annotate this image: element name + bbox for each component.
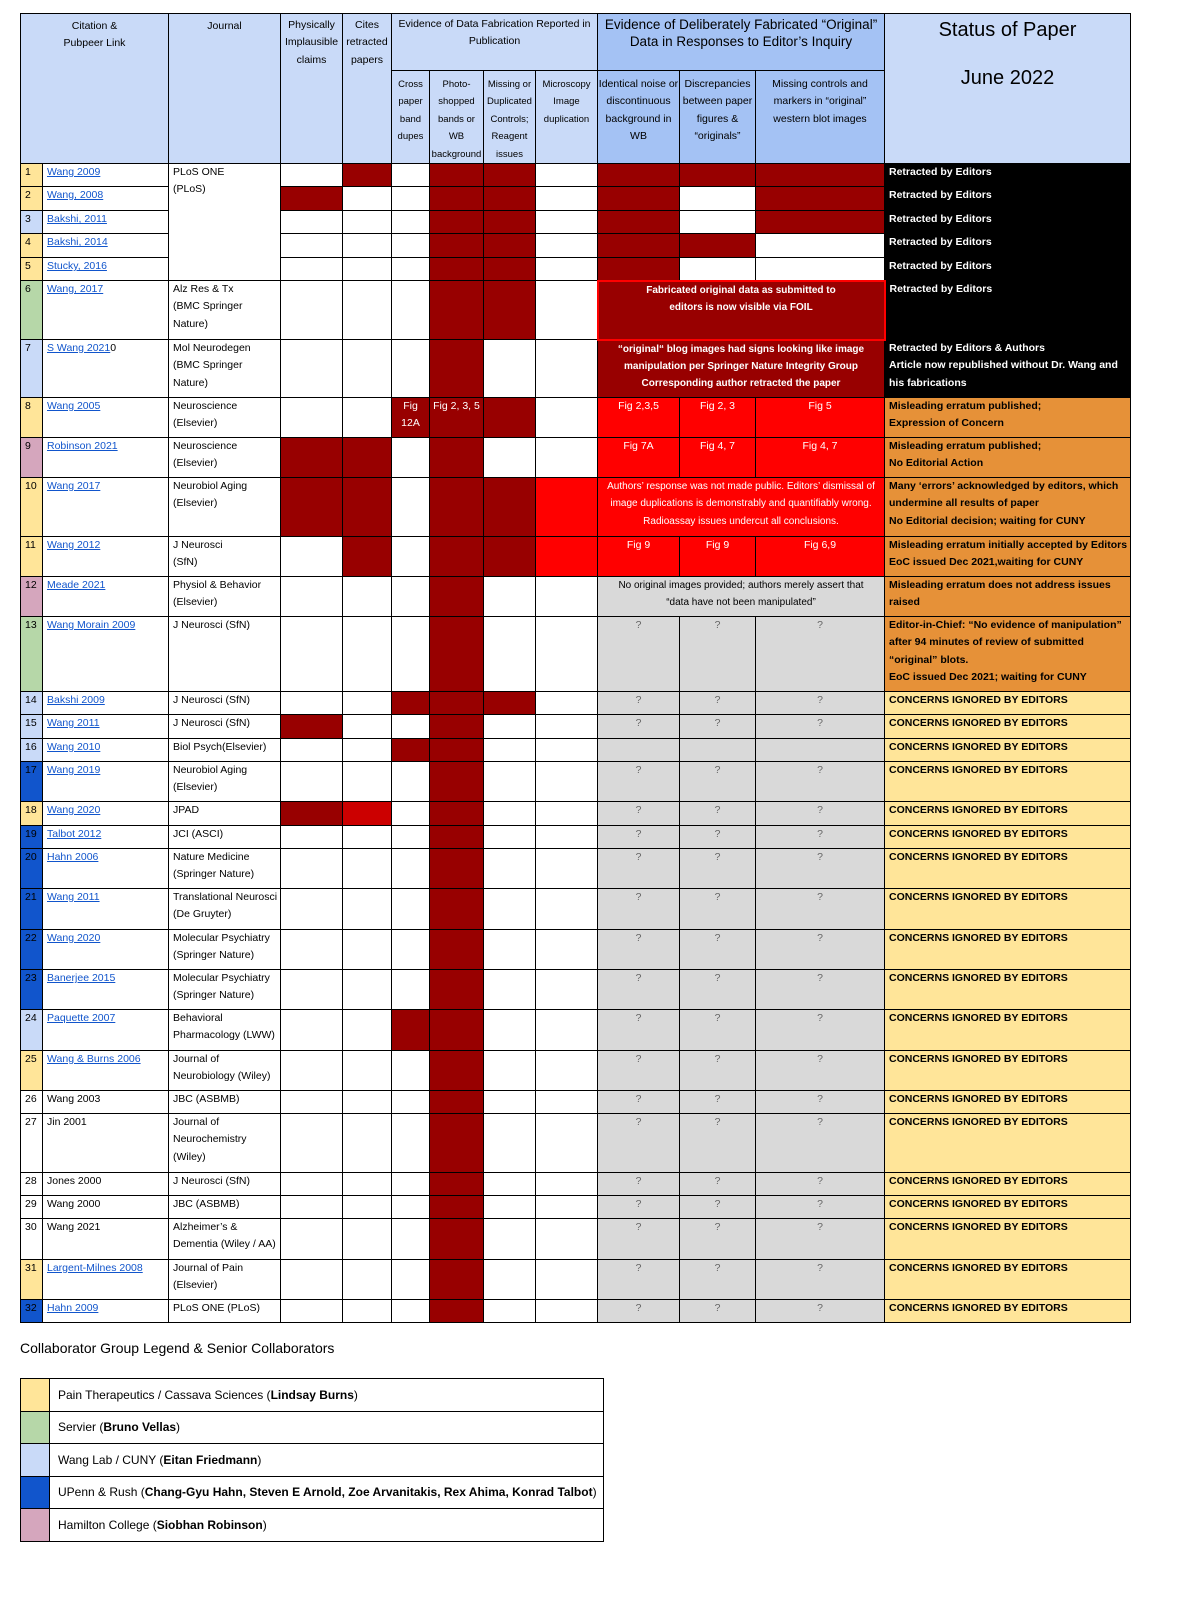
legend-label: Servier (Bruno Vellas) [50, 1411, 604, 1444]
row-number: 25 [21, 1051, 43, 1091]
header-citation: Citation & Pubpeer Link [21, 14, 169, 164]
unknown-mark: ? [756, 826, 885, 849]
unknown-mark: ? [756, 1260, 885, 1300]
unknown-mark: ? [756, 1010, 885, 1051]
legend-label: Pain Therapeutics / Cassava Sciences (Lindsay Burns) [50, 1379, 604, 1412]
journal-cell: Neurobiol Aging (Elsevier) [169, 478, 281, 537]
journal-cell: Journal of Pain (Elsevier) [169, 1260, 281, 1300]
status-cell: CONCERNS IGNORED BY EDITORS [885, 1091, 1131, 1114]
row-number: 19 [21, 826, 43, 849]
unknown-mark: ? [756, 617, 885, 692]
row-number: 8 [21, 398, 43, 438]
unknown-mark: ? [598, 849, 680, 889]
unknown-mark: ? [598, 1010, 680, 1051]
row-number: 21 [21, 889, 43, 930]
discrepancy-note: Fig 4, 7 [680, 438, 756, 478]
table-row [21, 1219, 1131, 1260]
unknown-mark: ? [598, 617, 680, 692]
row-number: 13 [21, 617, 43, 692]
row-number: 1 [21, 164, 43, 187]
journal-cell: JPAD [169, 802, 281, 826]
row-number: 30 [21, 1219, 43, 1260]
citation-link[interactable]: Paquette 2007 [43, 1010, 169, 1051]
citation-link[interactable]: Wang 2009 [43, 164, 169, 187]
table-row [21, 715, 1131, 739]
table-row [21, 1051, 1131, 1091]
unknown-mark: ? [680, 1300, 756, 1323]
subheader-missing-controls: Missing or Duplicated Controls; Reagent issues [484, 71, 536, 164]
unknown-mark: ? [598, 1260, 680, 1300]
original-data-note: Fabricated original data as submitted to editors is now visible via FOIL [598, 281, 885, 340]
status-cell: Retracted by Editors [885, 258, 1131, 281]
status-cell: CONCERNS IGNORED BY EDITORS [885, 849, 1131, 889]
row-number: 28 [21, 1173, 43, 1196]
unknown-mark: ? [680, 970, 756, 1010]
status-cell: CONCERNS IGNORED BY EDITORS [885, 1196, 1131, 1219]
noise-note: Fig 2,3,5 [598, 398, 680, 438]
table-row [21, 889, 1131, 930]
legend-swatch [21, 1509, 50, 1542]
row-number: 31 [21, 1260, 43, 1300]
journal-cell: Translational Neurosci (De Gruyter) [169, 889, 281, 930]
journal-cell: JCI (ASCI) [169, 826, 281, 849]
citation-link[interactable]: Wang 2012 [43, 537, 169, 577]
subheader-microscopy: Microscopy Image duplication [536, 71, 598, 164]
table-row [21, 1173, 1131, 1196]
citation-link[interactable]: S Wang 20210 [43, 340, 169, 398]
status-cell: CONCERNS IGNORED BY EDITORS [885, 715, 1131, 739]
legend-swatch [21, 1476, 50, 1509]
status-cell: CONCERNS IGNORED BY EDITORS [885, 1219, 1131, 1260]
citation-link[interactable]: Wang, 2008 [43, 187, 169, 211]
citation-text: Wang 2021 [43, 1219, 169, 1260]
row-number: 9 [21, 438, 43, 478]
journal-cell: J Neurosci (SfN) [169, 1173, 281, 1196]
journal-cell: J Neurosci (SfN) [169, 715, 281, 739]
status-cell: Retracted by Editors [885, 234, 1131, 258]
citation-link[interactable]: Robinson 2021 [43, 438, 169, 478]
unknown-mark: ? [680, 1260, 756, 1300]
unknown-mark: ? [680, 1010, 756, 1051]
header-implausible: Physically Implausible claims [281, 14, 343, 164]
row-number: 5 [21, 258, 43, 281]
unknown-mark: ? [598, 1114, 680, 1173]
table-row [21, 164, 1131, 187]
table-row [21, 849, 1131, 889]
legend-item [21, 1476, 604, 1509]
journal-cell: Neurobiol Aging (Elsevier) [169, 762, 281, 802]
subheader-identical-noise: Identical noise or discontinuous background in WB [598, 71, 680, 164]
header-status: Status of Paper June 2022 [885, 14, 1131, 164]
unknown-mark: ? [598, 715, 680, 739]
citation-link[interactable]: Hahn 2006 [43, 849, 169, 889]
journal-cell: Mol Neurodegen (BMC Springer Nature) [169, 340, 281, 398]
table-row [21, 692, 1131, 715]
original-data-note: Authors’ response was not made public. Editors’ dismissal of image duplications is demonstrably and quantifiably wrong. Radioassay issues undercut all conclusions. [598, 478, 885, 537]
citation-link[interactable]: Wang 2017 [43, 478, 169, 537]
table-row [21, 970, 1131, 1010]
citation-text: Wang 2000 [43, 1196, 169, 1219]
unknown-mark: ? [756, 889, 885, 930]
table-row [21, 398, 1131, 438]
cross-dupes-note: Fig 12A [392, 398, 430, 438]
table-row [21, 930, 1131, 970]
journal-cell: Physiol & Behavior (Elsevier) [169, 577, 281, 617]
table-row [21, 826, 1131, 849]
row-number: 2 [21, 187, 43, 211]
citation-text: Jones 2000 [43, 1173, 169, 1196]
status-cell: Retracted by Editors [885, 187, 1131, 211]
unknown-mark: ? [680, 715, 756, 739]
unknown-mark: ? [680, 1219, 756, 1260]
controls-note: Fig 6,9 [756, 537, 885, 577]
table-row [21, 281, 1131, 340]
citation-link[interactable]: Talbot 2012 [43, 826, 169, 849]
unknown-mark: ? [756, 715, 885, 739]
unknown-mark: ? [598, 1196, 680, 1219]
status-cell: Retracted by Editors [885, 211, 1131, 234]
status-cell: CONCERNS IGNORED BY EDITORS [885, 802, 1131, 826]
journal-cell: J Neurosci (SfN) [169, 537, 281, 577]
unknown-mark: ? [598, 1219, 680, 1260]
status-cell: CONCERNS IGNORED BY EDITORS [885, 1300, 1131, 1323]
legend-item [21, 1509, 604, 1542]
unknown-mark: ? [756, 930, 885, 970]
citation-link[interactable]: Wang 2019 [43, 762, 169, 802]
unknown-mark: ? [756, 1196, 885, 1219]
journal-cell: PLoS ONE (PLoS) [169, 164, 281, 281]
journal-cell: Nature Medicine (Springer Nature) [169, 849, 281, 889]
discrepancy-note: Fig 2, 3 [680, 398, 756, 438]
noise-note: Fig 9 [598, 537, 680, 577]
status-cell: CONCERNS IGNORED BY EDITORS [885, 739, 1131, 762]
citation-link[interactable]: Wang 2010 [43, 739, 169, 762]
journal-cell: Molecular Psychiatry (Springer Nature) [169, 930, 281, 970]
unknown-mark: ? [680, 849, 756, 889]
journal-cell: JBC (ASBMB) [169, 1196, 281, 1219]
legend-label: Hamilton College (Siobhan Robinson) [50, 1509, 604, 1542]
unknown-mark: ? [756, 802, 885, 826]
header-evidence-publication: Evidence of Data Fabrication Reported in Publication [392, 14, 598, 71]
journal-cell: Behavioral Pharmacology (LWW) [169, 1010, 281, 1051]
papers-table [20, 13, 1131, 1323]
table-row [21, 478, 1131, 537]
journal-cell: Alz Res & Tx (BMC Springer Nature) [169, 281, 281, 340]
controls-note: Fig 4, 7 [756, 438, 885, 478]
legend-item [21, 1444, 604, 1477]
unknown-mark: ? [756, 762, 885, 802]
journal-cell: Neuroscience (Elsevier) [169, 398, 281, 438]
status-cell: CONCERNS IGNORED BY EDITORS [885, 970, 1131, 1010]
subheader-discrepancies: Discrepancies between paper figures & “originals” [680, 71, 756, 164]
table-row [21, 438, 1131, 478]
citation-link[interactable]: Bakshi, 2014 [43, 234, 169, 258]
citation-link[interactable]: Hahn 2009 [43, 1300, 169, 1323]
journal-cell: Alzheimer’s & Dementia (Wiley / AA) [169, 1219, 281, 1260]
status-cell: CONCERNS IGNORED BY EDITORS [885, 1173, 1131, 1196]
status-cell: Misleading erratum initially accepted by Editors EoC issued Dec 2021,waiting for CUNY [885, 537, 1131, 577]
legend-item [21, 1411, 604, 1444]
unknown-mark: ? [598, 930, 680, 970]
table-row [21, 537, 1131, 577]
unknown-mark: ? [680, 1114, 756, 1173]
status-cell: CONCERNS IGNORED BY EDITORS [885, 692, 1131, 715]
status-cell: Retracted by Editors [885, 164, 1131, 187]
unknown-mark: ? [680, 802, 756, 826]
controls-note: Fig 5 [756, 398, 885, 438]
table-row [21, 802, 1131, 826]
unknown-mark: ? [680, 1091, 756, 1114]
status-cell: Retracted by Editors [885, 281, 1131, 340]
original-data-note: “original“ blog images had signs looking like image manipulation per Springer Nature Integrity Group Corresponding author retracted the paper [598, 340, 885, 398]
status-cell: CONCERNS IGNORED BY EDITORS [885, 1051, 1131, 1091]
citation-link[interactable]: Wang 2011 [43, 889, 169, 930]
row-number: 7 [21, 340, 43, 398]
subheader-missing-markers: Missing controls and markers in “original” western blot images [756, 71, 885, 164]
citation-link[interactable]: Stucky, 2016 [43, 258, 169, 281]
citation-link[interactable]: Wang 2020 [43, 802, 169, 826]
table-row [21, 617, 1131, 692]
header-evidence-original: Evidence of Deliberately Fabricated “Original” Data in Responses to Editor’s Inquiry [598, 14, 885, 71]
photoshop-note: Fig 2, 3, 5 [430, 398, 484, 438]
citation-link[interactable]: Banerjee 2015 [43, 970, 169, 1010]
row-number: 16 [21, 739, 43, 762]
unknown-mark: ? [680, 1196, 756, 1219]
unknown-mark: ? [598, 1300, 680, 1323]
table-row [21, 1010, 1131, 1051]
status-cell: CONCERNS IGNORED BY EDITORS [885, 1114, 1131, 1173]
row-number: 12 [21, 577, 43, 617]
status-cell: CONCERNS IGNORED BY EDITORS [885, 889, 1131, 930]
citation-link[interactable]: Bakshi 2009 [43, 692, 169, 715]
journal-cell: Biol Psych(Elsevier) [169, 739, 281, 762]
noise-note: Fig 7A [598, 438, 680, 478]
row-number: 15 [21, 715, 43, 739]
subheader-photoshopped: Photo-shopped bands or WB background [430, 71, 484, 164]
row-number: 4 [21, 234, 43, 258]
unknown-mark: ? [598, 1173, 680, 1196]
table-row [21, 1260, 1131, 1300]
legend-label: UPenn & Rush (Chang-Gyu Hahn, Steven E Arnold, Zoe Arvanitakis, Rex Ahima, Konrad Talbot) [50, 1476, 604, 1509]
unknown-mark: ? [756, 1173, 885, 1196]
row-number: 6 [21, 281, 43, 340]
row-number: 3 [21, 211, 43, 234]
row-number: 23 [21, 970, 43, 1010]
row-number: 11 [21, 537, 43, 577]
citation-text: Wang 2003 [43, 1091, 169, 1114]
unknown-mark: ? [598, 889, 680, 930]
journal-cell: Molecular Psychiatry (Springer Nature) [169, 970, 281, 1010]
row-number: 14 [21, 692, 43, 715]
legend-swatch [21, 1379, 50, 1412]
citation-link[interactable]: Wang 2020 [43, 930, 169, 970]
table-row [21, 1300, 1131, 1323]
citation-link[interactable]: Wang 2005 [43, 398, 169, 438]
status-cell: CONCERNS IGNORED BY EDITORS [885, 930, 1131, 970]
original-data-note: No original images provided; authors merely assert that “data have not been manipulated” [598, 577, 885, 617]
unknown-mark: ? [756, 970, 885, 1010]
citation-link[interactable]: Largent-Milnes 2008 [43, 1260, 169, 1300]
unknown-mark: ? [680, 826, 756, 849]
row-number: 17 [21, 762, 43, 802]
unknown-mark: ? [756, 1114, 885, 1173]
journal-cell: J Neurosci (SfN) [169, 617, 281, 692]
unknown-mark: ? [680, 1173, 756, 1196]
status-cell: Misleading erratum published; Expression of Concern [885, 398, 1131, 438]
row-number: 26 [21, 1091, 43, 1114]
header-cites-retracted: Cites retracted papers [343, 14, 392, 164]
row-number: 20 [21, 849, 43, 889]
citation-link[interactable]: Wang 2011 [43, 715, 169, 739]
table-row [21, 739, 1131, 762]
row-number: 22 [21, 930, 43, 970]
legend-swatch [21, 1411, 50, 1444]
unknown-mark: ? [680, 617, 756, 692]
legend-table [20, 1378, 604, 1542]
journal-cell: J Neurosci (SfN) [169, 692, 281, 715]
status-cell: Editor-in-Chief: “No evidence of manipulation” after 94 minutes of review of submitted “original” blots. EoC issued Dec 2021; waiting for CUNY [885, 617, 1131, 692]
status-cell: CONCERNS IGNORED BY EDITORS [885, 826, 1131, 849]
unknown-mark: ? [756, 1219, 885, 1260]
table-row [21, 1091, 1131, 1114]
table-row [21, 577, 1131, 617]
unknown-mark: ? [756, 1091, 885, 1114]
unknown-mark: ? [598, 762, 680, 802]
subheader-cross-paper: Cross paper band dupes [392, 71, 430, 164]
unknown-mark: ? [598, 802, 680, 826]
unknown-mark: ? [598, 692, 680, 715]
status-cell: Misleading erratum published; No Editorial Action [885, 438, 1131, 478]
row-number: 18 [21, 802, 43, 826]
table-row [21, 1196, 1131, 1219]
legend-title: Collaborator Group Legend & Senior Collaborators [20, 1340, 335, 1356]
unknown-mark: ? [680, 1051, 756, 1091]
unknown-mark: ? [756, 692, 885, 715]
unknown-mark: ? [756, 1051, 885, 1091]
status-cell: CONCERNS IGNORED BY EDITORS [885, 1010, 1131, 1051]
unknown-mark: ? [680, 930, 756, 970]
unknown-mark: ? [680, 762, 756, 802]
journal-cell: JBC (ASBMB) [169, 1091, 281, 1114]
unknown-mark: ? [756, 849, 885, 889]
row-number: 27 [21, 1114, 43, 1173]
header-journal: Journal [169, 14, 281, 164]
status-cell: Misleading erratum does not address issues raised [885, 577, 1131, 617]
journal-cell: Journal of Neurobiology (Wiley) [169, 1051, 281, 1091]
unknown-mark: ? [598, 1091, 680, 1114]
legend-item [21, 1379, 604, 1412]
unknown-mark: ? [680, 889, 756, 930]
row-number: 29 [21, 1196, 43, 1219]
table-row [21, 340, 1131, 398]
table-row [21, 762, 1131, 802]
citation-link[interactable]: Bakshi, 2011 [43, 211, 169, 234]
status-cell: Retracted by Editors & Authors Article now republished without Dr. Wang and his fabrications [885, 340, 1131, 398]
citation-text: Jin 2001 [43, 1114, 169, 1173]
unknown-mark: ? [756, 1300, 885, 1323]
row-number: 10 [21, 478, 43, 537]
table-row [21, 1114, 1131, 1173]
journal-cell: Journal of Neurochemistry (Wiley) [169, 1114, 281, 1173]
citation-link[interactable]: Wang Morain 2009 [43, 617, 169, 692]
legend-swatch [21, 1444, 50, 1477]
unknown-mark: ? [598, 1051, 680, 1091]
citation-link[interactable]: Wang & Burns 2006 [43, 1051, 169, 1091]
status-cell: CONCERNS IGNORED BY EDITORS [885, 1260, 1131, 1300]
legend-label: Wang Lab / CUNY (Eitan Friedmann) [50, 1444, 604, 1477]
row-number: 24 [21, 1010, 43, 1051]
unknown-mark: ? [598, 826, 680, 849]
discrepancy-note: Fig 9 [680, 537, 756, 577]
status-cell: CONCERNS IGNORED BY EDITORS [885, 762, 1131, 802]
status-cell: Many ‘errors’ acknowledged by editors, which undermine all results of paper No Editorial decision; waiting for CUNY [885, 478, 1131, 537]
unknown-mark: ? [680, 692, 756, 715]
citation-link[interactable]: Meade 2021 [43, 577, 169, 617]
citation-link[interactable]: Wang, 2017 [43, 281, 169, 340]
unknown-mark: ? [598, 970, 680, 1010]
journal-cell: PLoS ONE (PLoS) [169, 1300, 281, 1323]
journal-cell: Neuroscience (Elsevier) [169, 438, 281, 478]
row-number: 32 [21, 1300, 43, 1323]
